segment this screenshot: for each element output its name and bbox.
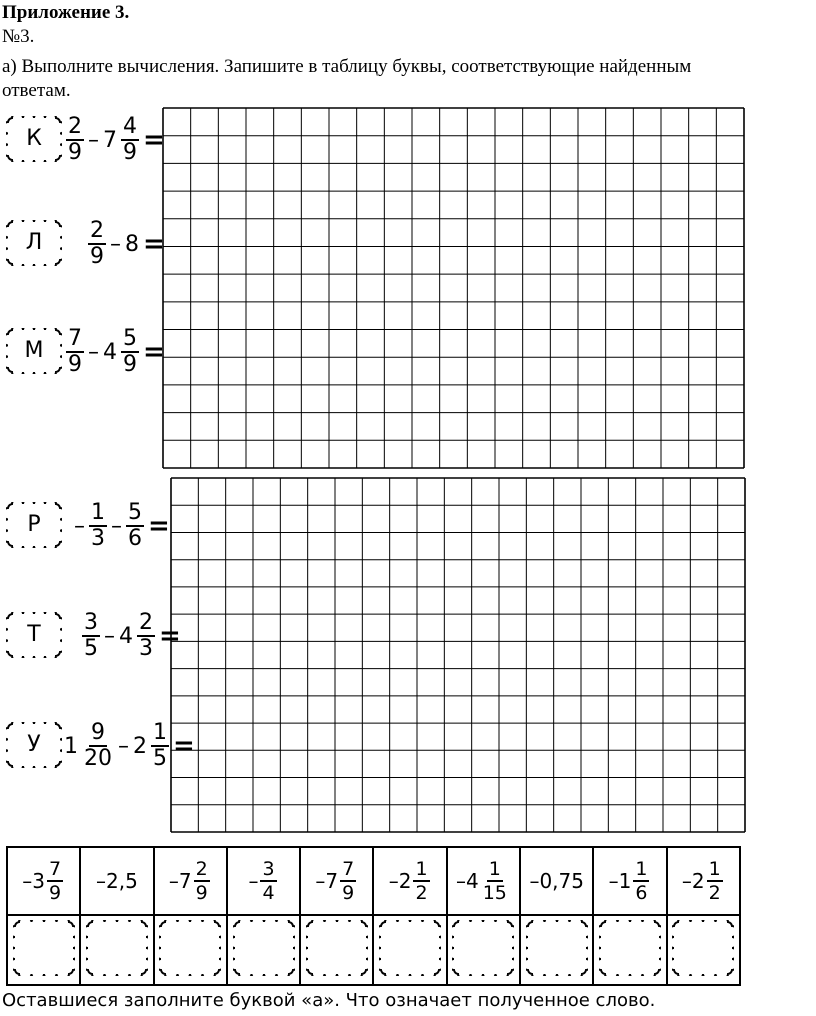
answer-letter-box[interactable] (520, 915, 593, 985)
fraction (633, 858, 649, 904)
whole-part: 7 (103, 127, 117, 153)
letter-badge (6, 612, 62, 658)
scallop-box (448, 920, 519, 981)
answer-whole: –7 (168, 869, 192, 893)
letter-badge (6, 502, 62, 548)
numerator: 2 (139, 610, 153, 635)
fraction (707, 858, 723, 904)
answer-value (227, 847, 300, 915)
answer-letter-box[interactable] (300, 915, 373, 985)
denominator: 6 (128, 526, 142, 551)
expression (86, 212, 167, 276)
answer-whole: – (248, 869, 259, 893)
numerator: 3 (84, 610, 98, 635)
answer-value (373, 847, 446, 915)
scallop-box (668, 920, 739, 981)
answer-whole: –2 (388, 869, 412, 893)
answer-table (6, 846, 741, 986)
fraction (82, 721, 114, 771)
denominator: 9 (68, 352, 82, 377)
fraction (260, 858, 276, 904)
denominator: 9 (90, 244, 104, 269)
operator: – (110, 231, 121, 257)
denominator: 9 (48, 882, 62, 904)
numerator: 4 (123, 114, 137, 139)
fraction (121, 115, 139, 165)
equals-sign: = (143, 337, 165, 367)
numerator: 2 (90, 218, 104, 243)
fraction (47, 858, 63, 904)
answer-value (300, 847, 373, 915)
letter-badge (6, 722, 62, 768)
answer-value (7, 847, 80, 915)
scallop-box (155, 920, 226, 981)
equals-sign: = (173, 731, 195, 761)
expression (80, 604, 183, 668)
denominator: 9 (342, 882, 355, 904)
answer-whole: –3 (22, 869, 45, 893)
answer-value (154, 847, 227, 915)
answer-whole: –2 (681, 869, 705, 893)
fraction (88, 219, 106, 269)
fraction (66, 327, 84, 377)
numerator: 7 (48, 858, 62, 880)
whole-part: 1 (64, 733, 78, 759)
fraction (89, 501, 107, 551)
answer-value (593, 847, 666, 915)
scallop-box (374, 920, 445, 981)
answer-whole: –4 (455, 869, 479, 893)
denominator: 6 (635, 882, 648, 904)
whole-part: 4 (119, 623, 133, 649)
equals-sign: = (143, 125, 165, 155)
task-number: №3. (2, 26, 35, 47)
badge-letter: М (24, 338, 44, 363)
equals-sign: = (143, 229, 165, 259)
fraction (82, 611, 100, 661)
expression (64, 320, 167, 384)
operator: – (88, 127, 99, 153)
numerator: 3 (262, 858, 275, 880)
page-title: Приложение 3. (2, 2, 130, 23)
answer-value (80, 847, 153, 915)
badge-letter: К (26, 126, 42, 151)
grid-bottom[interactable] (170, 477, 746, 833)
task-text-line1: а) Выполните вычисления. Запишите в таблицу буквы, соответствующие найденным (2, 56, 692, 77)
answer-whole: –0,75 (529, 869, 584, 893)
whole-part: 4 (103, 339, 117, 365)
badge-letter: Л (25, 230, 43, 255)
denominator: 4 (262, 882, 275, 904)
answer-whole: –2,5 (96, 869, 138, 893)
fraction (137, 611, 155, 661)
numerator: 5 (123, 326, 137, 351)
badge-letter: Р (27, 512, 41, 537)
numerator: 7 (342, 858, 355, 880)
denominator: 2 (415, 882, 428, 904)
footer-text: Оставшиеся заполните буквой «а». Что означает полученное слово. (2, 990, 656, 1011)
fraction (481, 858, 509, 904)
expression (64, 108, 167, 172)
denominator: 3 (139, 636, 153, 661)
scallop-box (594, 920, 665, 981)
numerator: 7 (68, 326, 82, 351)
answer-letter-box[interactable] (447, 915, 520, 985)
denominator: 15 (482, 882, 507, 904)
answer-value (520, 847, 593, 915)
answer-value (447, 847, 520, 915)
answer-letter-box[interactable] (373, 915, 446, 985)
denominator: 2 (708, 882, 721, 904)
numerator: 1 (635, 858, 648, 880)
numerator: 9 (91, 720, 105, 745)
fraction (121, 327, 139, 377)
answer-whole: –1 (608, 869, 632, 893)
letter-badge (6, 328, 62, 374)
badge-letter: Т (27, 622, 41, 647)
numerator: 1 (488, 858, 501, 880)
denominator: 5 (153, 746, 167, 771)
badge-letter: У (27, 732, 41, 757)
numerator: 5 (128, 500, 142, 525)
scallop-box (228, 920, 299, 981)
scallop-box (521, 920, 592, 981)
operator: – (88, 339, 99, 365)
answer-letter-box[interactable] (154, 915, 227, 985)
scallop-box (301, 920, 372, 981)
whole-part: 2 (133, 733, 147, 759)
fraction (66, 115, 84, 165)
fraction (151, 721, 169, 771)
denominator: 9 (195, 882, 208, 904)
task-text-line2: ответам. (2, 80, 71, 101)
letter-badge (6, 116, 62, 162)
operator: – (111, 513, 122, 539)
operator: – (118, 733, 129, 759)
letter-badge (6, 220, 62, 266)
fraction (194, 858, 210, 904)
equals-sign: = (148, 511, 170, 541)
answer-whole: –7 (315, 869, 339, 893)
denominator: 5 (84, 636, 98, 661)
numerator: 1 (91, 500, 105, 525)
denominator: 9 (68, 140, 82, 165)
numerator: 1 (415, 858, 428, 880)
answer-letter-box[interactable] (7, 915, 80, 985)
denominator: 9 (123, 352, 137, 377)
operator: – (104, 623, 115, 649)
numerator: 2 (195, 858, 208, 880)
numerator: 2 (68, 114, 82, 139)
fraction (413, 858, 429, 904)
fraction (126, 501, 144, 551)
equals-sign: = (159, 621, 181, 651)
grid-top[interactable] (162, 107, 745, 469)
scallop-box (81, 920, 152, 981)
denominator: 20 (84, 746, 112, 771)
numerator: 1 (708, 858, 721, 880)
answer-value (667, 847, 740, 915)
expression (72, 494, 172, 558)
answer-letter-box[interactable] (80, 915, 153, 985)
answer-letter-box[interactable] (593, 915, 666, 985)
denominator: 9 (123, 140, 137, 165)
answer-letter-box[interactable] (667, 915, 740, 985)
numerator: 1 (153, 720, 167, 745)
whole-part: 8 (125, 231, 139, 257)
answer-letter-box[interactable] (227, 915, 300, 985)
whole-part: – (74, 513, 85, 539)
fraction (340, 858, 356, 904)
scallop-box (8, 920, 79, 981)
denominator: 3 (91, 526, 105, 551)
